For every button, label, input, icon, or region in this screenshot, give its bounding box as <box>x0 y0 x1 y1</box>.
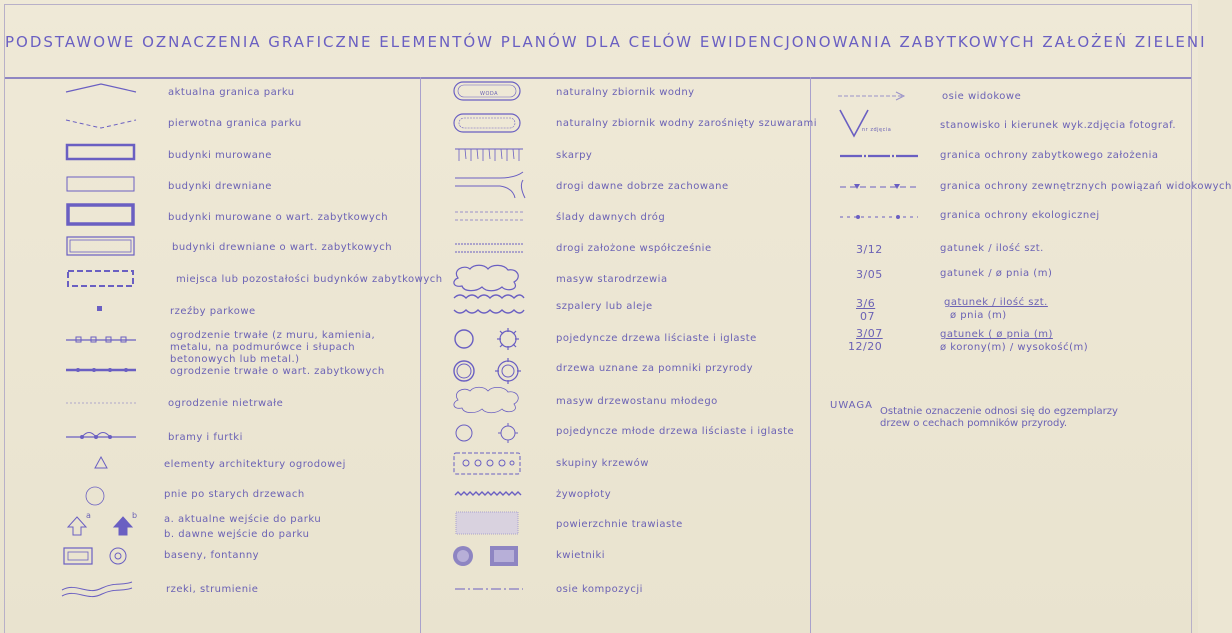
photo-number-text: nr zdjęcia <box>862 127 892 133</box>
legend-label: gatunek / ilość szt. <box>944 297 1048 308</box>
legend-label: ogrodzenie trwałe (z muru, kamienia, metalu, na podmurówce i słupach betonowych lub metal.) <box>170 330 376 365</box>
shrub-group-symbol <box>452 450 524 474</box>
example-value: 3/12 <box>856 243 883 256</box>
legend-label: drogi dawne dobrze zachowane <box>556 181 729 192</box>
column-divider <box>420 77 421 633</box>
legend-label: ogrodzenie trwałe o wart. zabytkowych <box>170 366 385 377</box>
page-title: PODSTAWOWE OZNACZENIA GRAFICZNE ELEMENTÓW PLANÓW DLA CELÓW EWIDENCJONOWANIA ZABYTKOWYCH ZAŁOŻEŃ ZIELENI <box>5 33 1207 51</box>
old-stand-mass-symbol <box>450 264 524 288</box>
legend-label: budynki murowane o wart. zabytkowych <box>168 212 389 223</box>
historic-fence-symbol <box>66 364 136 388</box>
column-divider <box>810 77 811 633</box>
pool-fountain-symbol <box>62 545 132 569</box>
legend-label: pnie po starych drzewach <box>164 489 305 500</box>
legend-label: pojedyncze drzewa liściaste i iglaste <box>556 333 757 344</box>
legend-label: rzeki, strumienie <box>166 584 259 595</box>
former-building-site-symbol <box>66 268 136 292</box>
legend-label: b. dawne wejście do parku <box>164 529 310 540</box>
monument-tree-icon <box>452 357 524 381</box>
sculpture-symbol <box>96 304 106 328</box>
legend-label: ø pnia (m) <box>950 310 1007 321</box>
single-tree-icon <box>452 326 524 350</box>
current-entrance-arrow-icon <box>66 515 88 539</box>
example-value: 3/05 <box>856 268 883 281</box>
note-heading: UWAGA <box>830 400 873 411</box>
river-symbol <box>62 578 132 602</box>
historic-wooden-building-symbol <box>66 235 136 259</box>
former-entrance-arrow-icon <box>112 515 134 539</box>
legend-label: granica ochrony ekologicznej <box>940 210 1100 221</box>
legend-label: żywopłoty <box>556 489 612 500</box>
composition-axis-symbol <box>455 584 525 608</box>
legend-label: miejsca lub pozostałości budynków zabytkowych <box>176 274 443 285</box>
note-text: Ostatnie oznaczenie odnosi się do egzemplarzy drzew o cechach pomników przyrody. <box>880 406 1118 429</box>
stump-circle-icon <box>84 485 106 509</box>
young-tree-icon <box>452 420 524 444</box>
mark-a: a <box>86 511 92 520</box>
legend-label: gatunek / ilość szt. <box>940 243 1044 254</box>
legend-label: ogrodzenie nietrwałe <box>168 398 284 409</box>
mark-b: b <box>132 511 138 520</box>
legend-label: szpalery lub aleje <box>556 301 653 312</box>
new-road-symbol <box>455 240 525 264</box>
heritage-protection-line <box>840 151 920 175</box>
legend-label: rzeźby parkowe <box>170 306 256 317</box>
legend-label: drogi założone współcześnie <box>556 243 712 254</box>
example-value: 07 <box>860 310 875 323</box>
legend-label: granica ochrony zewnętrznych powiązań widokowych <box>940 181 1232 192</box>
old-road-symbol <box>455 172 525 196</box>
lawn-symbol <box>455 510 521 534</box>
legend-label: skarpy <box>556 150 593 161</box>
legend-label: a. aktualne wejście do parku <box>164 514 322 525</box>
legend-label: elementy architektury ogrodowej <box>164 459 346 470</box>
example-value: 3/07 <box>856 327 883 340</box>
header <box>4 4 1207 79</box>
legend-label: ø korony(m) / wysokość(m) <box>940 342 1089 353</box>
legend-label: osie widokowe <box>942 91 1022 102</box>
example-value: 12/20 <box>848 340 883 353</box>
legend-label: pierwotna granica parku <box>168 118 302 129</box>
example-value: 3/6 <box>856 297 876 310</box>
legend-label: granica ochrony zabytkowego założenia <box>940 150 1159 161</box>
legend-label: drzewa uznane za pomniki przyrody <box>556 363 754 374</box>
legend-label: gatunek / ø pnia (m) <box>940 268 1053 279</box>
flowerbed-symbol <box>452 544 524 568</box>
historic-masonry-building-symbol <box>66 203 136 227</box>
legend-label: skupiny krzewów <box>556 458 649 469</box>
reedy-water-symbol <box>452 112 524 136</box>
legend-label: aktualna granica parku <box>168 87 295 98</box>
slope-symbol <box>455 145 525 169</box>
legend-label: ślady dawnych dróg <box>556 212 666 223</box>
view-protection-line <box>840 181 920 205</box>
water-body-text: WODA <box>480 91 499 97</box>
legend-label: powierzchnie trawiaste <box>556 519 683 530</box>
legend-label: naturalny zbiornik wodny <box>556 87 695 98</box>
legend-label: budynki drewniane <box>168 181 272 192</box>
legend-label: stanowisko i kierunek wyk.zdjęcia fotograf. <box>940 120 1177 131</box>
original-park-boundary-symbol <box>66 112 136 136</box>
masonry-building-symbol <box>66 143 136 167</box>
current-park-boundary-symbol <box>66 80 136 104</box>
legend-label: budynki drewniane o wart. zabytkowych <box>172 242 393 253</box>
legend-label: osie kompozycji <box>556 584 643 595</box>
legend-label: kwietniki <box>556 550 606 561</box>
legend-label: budynki murowane <box>168 150 272 161</box>
permanent-fence-symbol <box>66 334 136 358</box>
legend-label: masyw drzewostanu młodego <box>556 396 718 407</box>
legend-label: pojedyncze młode drzewa liściaste i iglaste <box>556 426 795 437</box>
young-stand-mass-symbol <box>450 386 524 410</box>
legend-label: baseny, fontanny <box>164 550 260 561</box>
ecological-protection-line <box>840 212 920 236</box>
gate-symbol <box>66 426 136 450</box>
alley-symbol <box>452 292 524 316</box>
road-traces-symbol <box>455 208 525 232</box>
triangle-icon <box>93 455 109 479</box>
wooden-building-symbol <box>66 175 136 199</box>
temporary-fence-symbol <box>66 398 136 422</box>
legend-label: gatunek ( ø pnia (m) <box>940 329 1053 340</box>
legend-label: naturalny zbiornik wodny zarośnięty szuwarami <box>556 118 818 129</box>
legend-label: bramy i furtki <box>168 432 243 443</box>
legend-label: masyw starodrzewia <box>556 274 668 285</box>
